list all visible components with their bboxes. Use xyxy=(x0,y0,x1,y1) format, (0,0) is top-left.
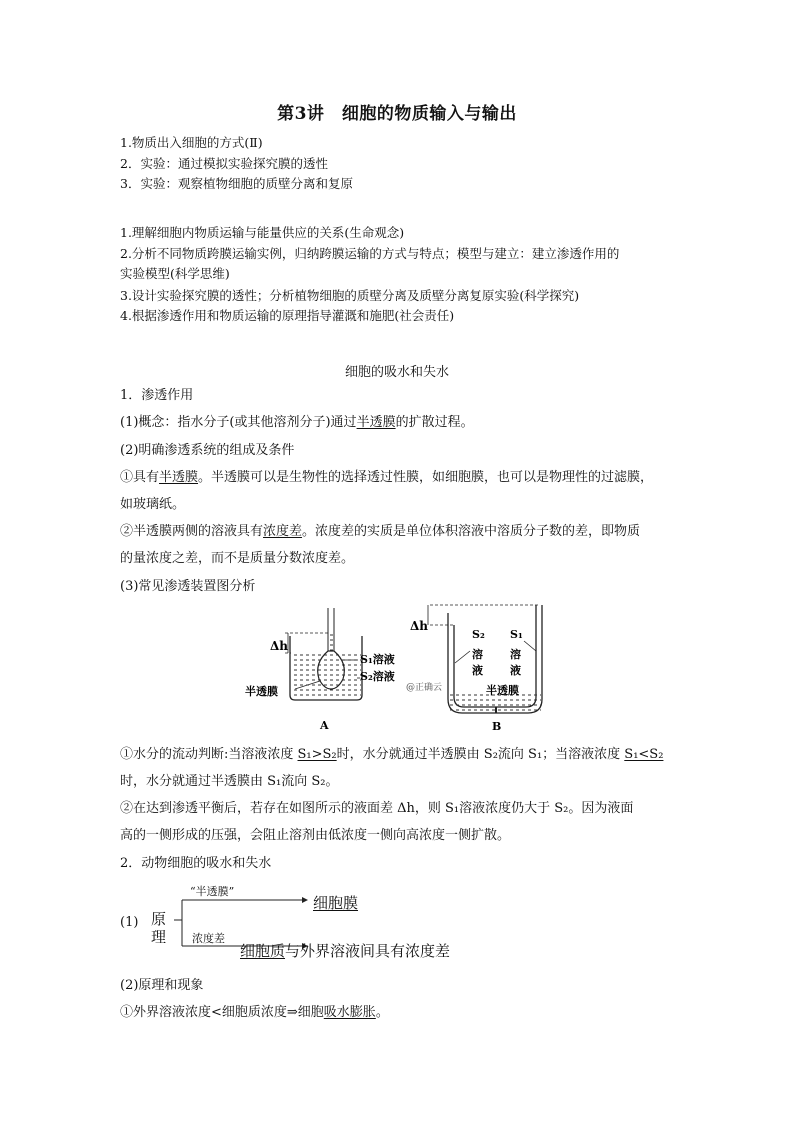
objective-1: 1.物质出入细胞的方式(Ⅱ) xyxy=(120,135,263,150)
s1-sub3: (3)常见渗透装置图分析 xyxy=(120,579,256,594)
page-title: 第3讲 细胞的物质输入与输出 xyxy=(277,104,517,124)
a-membrane-label: 半透膜 xyxy=(245,685,278,698)
competency-3: 3.设计实验探究膜的透性；分析植物细胞的质壁分离及质壁分离复原实验(科学探究) xyxy=(120,288,580,303)
watermark: @正确云 xyxy=(406,683,443,693)
a-s1-label: S₁溶液 xyxy=(360,653,395,666)
b-membrane-label: 半透膜 xyxy=(486,684,519,697)
s1-heading: 1．渗透作用 xyxy=(120,388,194,403)
section-title: 细胞的吸水和失水 xyxy=(344,365,449,380)
competency-2-cont: 实验模型(科学思维) xyxy=(120,266,230,281)
s1-concept: (1)概念：指水分子(或其他溶剂分子)通过半透膜的扩散过程。 xyxy=(120,415,474,430)
s2-p1: ①外界溶液浓度<细胞质浓度⇒细胞吸水膨胀。 xyxy=(120,1005,389,1020)
s2-sub2: (2)原理和现象 xyxy=(120,978,204,993)
s1-sub2: (2)明确渗透系统的组成及条件 xyxy=(120,443,295,458)
objective-2: 2．实验：通过模拟实验探究膜的透性 xyxy=(120,156,328,171)
s2-heading: 2．动物细胞的吸水和失水 xyxy=(120,856,272,871)
a-figure-label: A xyxy=(320,719,329,732)
s1-c2-cont: 的量浓度之差，而不是质量分数浓度差。 xyxy=(120,551,355,566)
objective-3: 3．实验：观察植物细胞的质壁分离和复原 xyxy=(120,176,353,191)
branch1-target: 细胞膜 xyxy=(313,894,359,912)
branch2-target: 细胞质与外界溶液间具有浓度差 xyxy=(240,942,451,960)
b-s1-char-1: 溶 xyxy=(510,648,521,661)
s1-c2: ②半透膜两侧的溶液具有浓度差。浓度差的实质是单位体积溶液中溶质分子数的差，即物质 xyxy=(120,524,641,539)
b-s1-char-2: 液 xyxy=(510,664,521,677)
competency-4: 4.根据渗透作用和物质运输的原理指导灌溉和施肥(社会责任) xyxy=(120,308,455,323)
device-b xyxy=(406,605,542,733)
b-s2-char-1: 溶 xyxy=(472,648,483,661)
a-s2-label: S₂溶液 xyxy=(360,670,395,683)
analysis-p1-cont: 时，水分就通过半透膜由 S₁流向 S₂。 xyxy=(120,774,339,789)
a-delta-h: Δh xyxy=(270,639,289,653)
b-s2-label: S₂ xyxy=(472,628,485,641)
analysis-p2: ②在达到渗透平衡后，若存在如图所示的液面差 Δh，则 S₁溶液浓度仍大于 S₂。因为液面 xyxy=(120,801,634,816)
competency-1: 1.理解细胞内物质运输与能量供应的关系(生命观念) xyxy=(120,225,405,240)
diag-number: (1) xyxy=(120,915,139,930)
b-delta-h: Δh xyxy=(410,619,429,633)
principle-diagram xyxy=(120,880,520,970)
b-s2-char-2: 液 xyxy=(472,664,483,677)
b-s1-label: S₁ xyxy=(510,628,523,641)
device-a xyxy=(245,608,395,732)
branch1-label: “半透膜” xyxy=(190,885,235,898)
s1-c1: ①具有半透膜。半透膜可以是生物性的选择透过性膜，如细胞膜，也可以是物理性的过滤膜， xyxy=(120,470,654,485)
competency-2: 2.分析不同物质跨膜运输实例，归纳跨膜运输的方式与特点；模型与建立：建立渗透作用的 xyxy=(120,246,620,261)
diag-char-1: 原 xyxy=(151,910,167,928)
b-figure-label: B xyxy=(492,720,502,733)
osmosis-figure xyxy=(240,603,560,738)
analysis-p2-cont: 高的一侧形成的压强，会阻止溶剂由低浓度一侧向高浓度一侧扩散。 xyxy=(120,828,511,843)
analysis-p1: ①水分的流动判断:当溶液浓度 S₁>S₂时，水分就通过半透膜由 S₂流向 S₁；当溶液浓度 S₁<S₂ xyxy=(120,747,664,762)
diag-char-2: 理 xyxy=(151,928,167,946)
s1-c1-cont: 如玻璃纸。 xyxy=(120,497,186,512)
branch2-label: 浓度差 xyxy=(192,932,225,945)
